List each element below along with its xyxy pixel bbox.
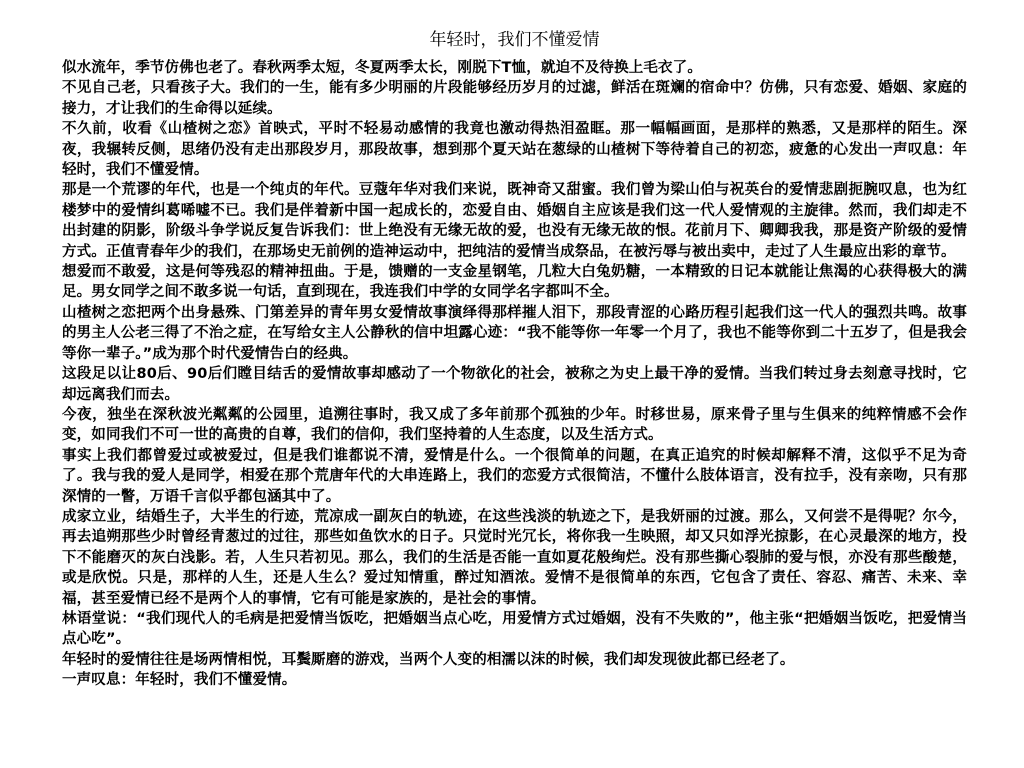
document-body: [62, 26, 967, 691]
paragraph: 这段足以让80后、90后们瞠目结舌的爱情故事却感动了一个物欲化的社会，被称之为史上最干净的爱情。当我们转过身去刻意寻找时，它却远离我们而去。: [62, 366, 967, 403]
paragraph: 事实上我们都曾爱过或被爱过，但是我们谁都说不清，爱情是什么。一个很简单的问题，在真正追究的时候却解释不清，这似乎不足为奇了。我与我的爱人是同学，相爱在那个荒唐年代的大串连路上，我们的恋爱方式很简洁，不懂什么肢体语言，没有拉手，没有亲吻，只有那深情的一瞥，万语千言似乎都包涵其中了。: [62, 447, 967, 505]
paragraph: 不久前，收看《山楂树之恋》首映式，平时不轻易动感情的我竟也激动得热泪盈眶。那一幅幅画面，是那样的熟悉，又是那样的陌生。深夜，我辗转反侧，思绪仍没有走出那段岁月，那段故事，想到那个夏天站在葱绿的山楂树下等待着自己的初恋，疲惫的心发出一声叹息：年轻时，我们不懂爱情。: [62, 121, 967, 179]
paragraph: 一声叹息：年轻时，我们不懂爱情。: [62, 672, 297, 689]
paragraph: 山楂树之恋把两个出身悬殊、门第差异的青年男女爱情故事演绎得那样摧人泪下，那段青涩的心路历程引起我们这一代人的强烈共鸣。故事的男主人公老三得了不治之症，在写给女主人公静秋的信中坦露心迹：“我不能等你一年零一个月了，我也不能等你到二十五岁了，但是我会等你一辈子。”成为那个时代爱情告白的经典。: [62, 304, 967, 362]
paragraph: 那是一个荒谬的年代，也是一个纯贞的年代。豆蔻年华对我们来说，既神奇又甜蜜。我们曾为梁山伯与祝英台的爱情悲剧扼腕叹息，也为红楼梦中的爱情纠葛唏嘘不已。我们是伴着新中国一起成长的，恋爱自由、婚姻自主应该是我们这一代人爱情观的主旋律。然而，我们却走不出封建的阴影，阶级斗争学说反复告诉我们：世上绝没有无缘无故的爱，也没有无缘无故的恨。花前月下、卿卿我我，那是资产阶级的爱情方式。正值青春年少的我们，在那场史无前例的造神运动中，把纯洁的爱情当成祭品，在被污辱与被出卖中，走过了人生最应出彩的章节。: [62, 182, 967, 260]
paragraph: 似水流年，季节仿佛也老了。春秋两季太短，冬夏两季太长，刚脱下T恤，就迫不及待换上毛衣了。: [62, 60, 702, 76]
paragraph: 想爱而不敢爱，这是何等残忍的精神扭曲。于是，馈赠的一支金星钢笔，几粒大白兔奶糖，一本精致的日记本就能让焦渴的心获得极大的满足。男女同学之间不敢多说一句话，直到现在，我连我们中学的女同学名字都叫不全。: [62, 264, 967, 301]
paragraph: 今夜，独坐在深秋波光粼粼的公园里，追溯往事时，我又成了多年前那个孤独的少年。时移世易，原来骨子里与生俱来的纯粹情感不会作变，如同我们不可一世的高贵的自尊，我们的信仰，我们坚持着的人生态度，以及生活方式。: [62, 406, 967, 444]
paragraph: 年轻时的爱情往往是场两情相悦，耳鬓厮磨的游戏，当两个人变的相濡以沫的时候，我们却发现彼此都已经老了。: [62, 651, 795, 668]
page-title: 年轻时，我们不懂爱情: [429, 30, 600, 50]
paragraph: 林语堂说：“我们现代人的毛病是把爱情当饭吃，把婚姻当点心吃，用爱情方式过婚姻，没有不失败的”，他主张“把婚姻当饭吃，把爱情当点心吃”。: [62, 610, 967, 648]
paragraph: 成家立业，结婚生子，大半生的行迹，荒凉成一副灰白的轨迹，在这些浅淡的轨迹之下，是我妍丽的过渡。那么，又何尝不是得呢？尔今，再去追朔那些少时曾经青葱过的过往，那些如鱼饮水的日子。只觉时光冗长，将你我一生映照，却又只如浮光掠影，在心灵最深的地方，投下不能磨灭的灰白浅影。若，人生只若初见。那么，我们的生活是否能一直如夏花般绚烂。没有那些撕心裂肺的爱与恨，亦没有那些酸楚，或是欣悦。只是，那样的人生，还是人生么？爱过知情重，醉过知酒浓。爱情不是很简单的东西，它包含了责任、容忍、痛苦、未来、幸福，甚至爱情已经不是两个人的事情，它有可能是家族的，是社会的事情。: [62, 508, 967, 607]
paragraph: 不见自己老，只看孩子大。我们的一生，能有多少明丽的片段能够经历岁月的过滤，鲜活在斑斓的宿命中？仿佛，只有恋爱、婚姻、家庭的接力，才让我们的生命得以延续。: [62, 80, 967, 117]
